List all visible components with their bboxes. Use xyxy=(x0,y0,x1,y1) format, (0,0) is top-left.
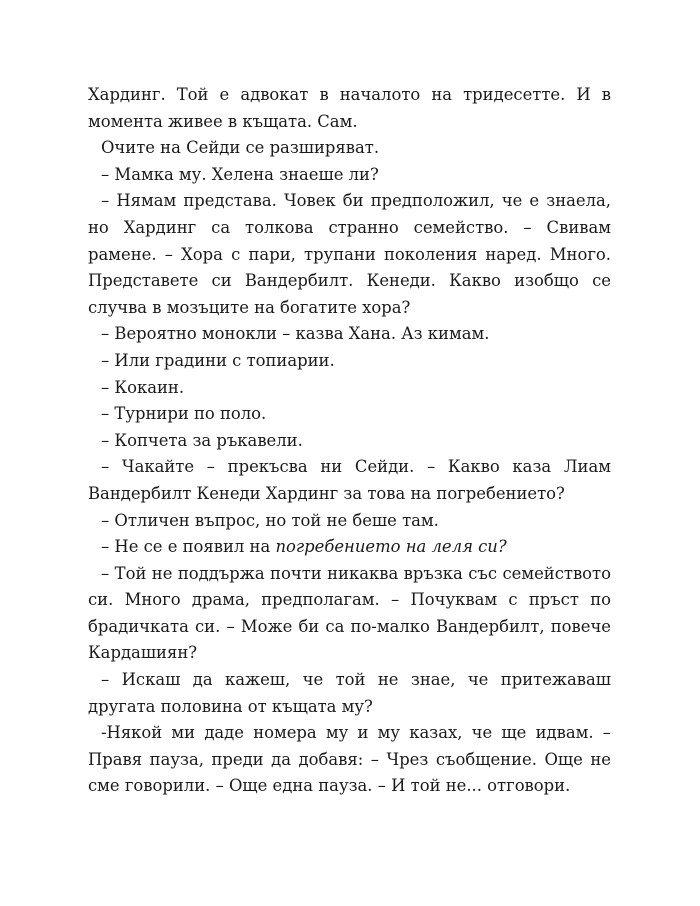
paragraph: Очите на Сейди се разширяват. xyxy=(101,138,380,158)
dialogue-line: – Кокаин. xyxy=(101,377,185,397)
dialogue-line: – Отличен въпрос, но той не беше там. xyxy=(101,510,439,530)
dialogue-line: – Копчета за ръкавели. xyxy=(101,430,303,450)
paragraph: Хардинг. Той е адвокат в началото на тридесетте. И в моментa живее в къщата. Сам. xyxy=(88,85,611,131)
dialogue-line: – Вероятно монокли – казва Хана. Аз кимам. xyxy=(101,324,490,344)
book-page xyxy=(88,82,611,800)
dialogue-text: – Не се е появил на xyxy=(101,537,276,557)
dialogue-line: -Някой ми даде номера му и му казах, че ще идвам. – Правя пауза, преди да добавя: – Чрез съобщение. Още не сме говорили. – Още една пауза. – И той не... отговори. xyxy=(88,723,611,796)
dialogue-line: – Чакайте – прекъсва ни Сейди. – Какво каза Лиам Вандербилт Кенеди Хардинг за това на погребението? xyxy=(88,457,611,503)
dialogue-line: – Мамка му. Хелена знаеше ли? xyxy=(101,164,379,184)
italic-emphasis: погребението на леля си? xyxy=(275,537,507,557)
dialogue-line: – Или градини с топиарии. xyxy=(101,350,335,370)
dialogue-line: – Искаш да кажеш, че той не знае, че притежаваш другата половина от къщата му? xyxy=(88,670,611,716)
dialogue-line xyxy=(88,534,611,561)
dialogue-line: – Нямам представа. Човек би предположил, че е знаела, но Хардинг са толкова странно семейство. – Свивам рамене. – Хора с пари, трупани поколения наред. Много. Представете си Вандербилт. Кенеди. Какво изобщо се случва в мозъците на богатите хора? xyxy=(88,191,611,317)
dialogue-line: – Той не поддържа почти никаква връзка със семейството си. Много драма, предполагам. – Почуквам с пръст по брадичката си. – Може би са по-малко Вандербилт, повече Кардашиян? xyxy=(88,563,611,663)
dialogue-line: – Турнири по поло. xyxy=(101,404,267,424)
